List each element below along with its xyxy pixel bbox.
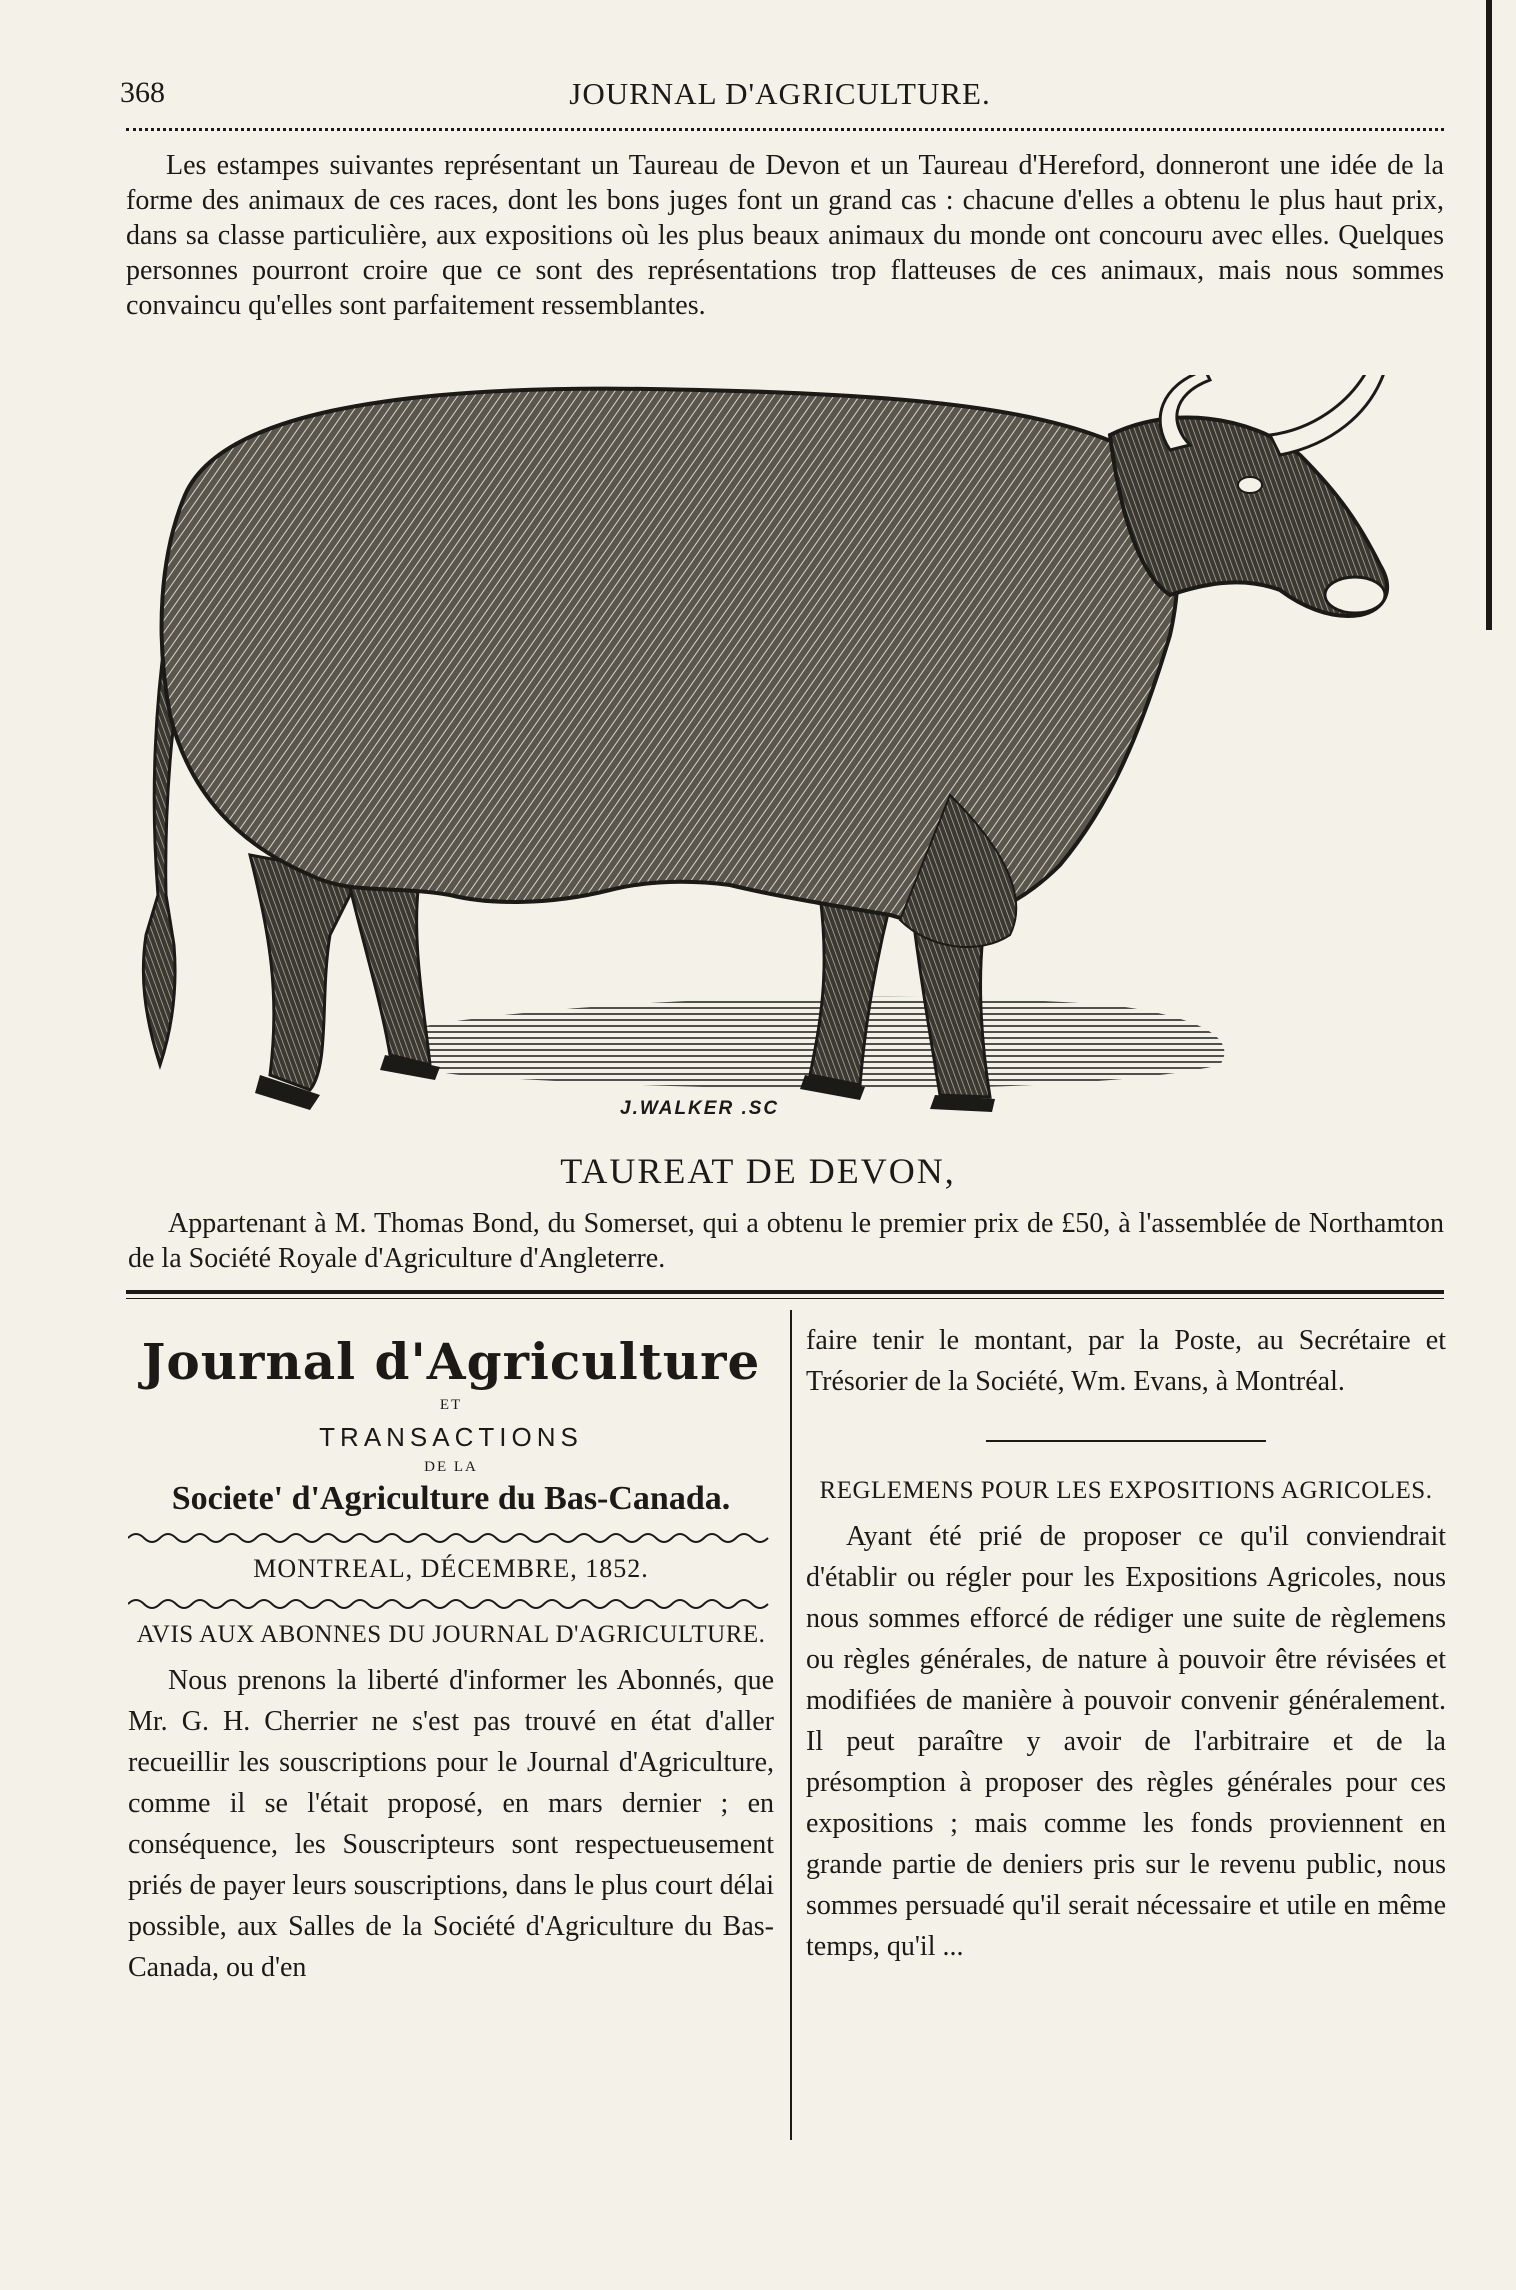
section-separator [986,1440,1266,1442]
masthead-title: Journal d'Agriculture [141,1332,761,1391]
right-column [806,1320,1446,1967]
devon-bull-engraving [130,375,1420,1115]
page-header [120,76,1440,116]
running-title: JOURNAL D'AGRICULTURE. [569,76,991,111]
illustration-title: TAUREAT DE DEVON, [560,1151,956,1191]
column-divider [790,1310,792,2140]
notice-paragraph: Nous prenons la liberté d'informer les Abonnés, que Mr. G. H. Cherrier ne s'est pas trouvé en état d'aller recueillir les souscriptions pour le Journal d'Agriculture, comme il se l'était proposé, en mars dernier ; en conséquence, les Souscripteurs sont respectueusement priés de payer leurs souscriptions, dans le plus court délai possible, aux Salles de la Société d'Agriculture du Bas-Canada, ou d'en [128,1665,774,1983]
wavy-rule [128,1596,774,1612]
engraver-signature: J.WALKER .SC [620,1098,780,1119]
section-double-rule-bottom [126,1298,1444,1299]
wavy-rule [128,1530,774,1546]
regulations-paragraph: Ayant été prié de proposer ce qu'il conviendrait d'établir ou régler pour les Expositions Agricoles, nous nous sommes efforcé de rédiger une suite de règlemens ou règles générales, de nature à pouvoir être révisées et modifiées de manière à pouvoir convenir généralement. Il peut paraître y avoir de l'arbitraire et de la présomption à proposer des règles générales pour ces expositions ; mais comme les fonds proviennent en grande partie de deniers pris sur le revenu public, nous sommes persuadé qu'il serait nécessaire et utile en même temps, qu'il ... [806,1521,1446,1962]
notice-heading: AVIS AUX ABONNES DU JOURNAL D'AGRICULTURE. [136,1621,766,1648]
left-column [128,1320,774,1988]
illustration-caption: Appartenant à M. Thomas Bond, du Somerset, qui a obtenu le premier prix de £50, à l'assemblée de Northamton de la Société Royale d'Agriculture d'Angleterre. [128,1208,1444,1274]
continuation-paragraph: faire tenir le montant, par la Poste, au Secrétaire et Trésorier de la Société, Wm. Evans, à Montréal. [806,1325,1446,1397]
masthead-society: Societe' d'Agriculture du Bas-Canada. [171,1480,731,1517]
header-rule [126,128,1444,131]
masthead-transactions: TRANSACTIONS [319,1422,583,1452]
page-number: 368 [120,76,165,109]
page-edge-rule [1486,0,1492,630]
regulations-heading: REGLEMENS POUR LES EXPOSITIONS AGRICOLES. [819,1477,1433,1504]
dateline: MONTREAL, DÉCEMBRE, 1852. [253,1554,649,1583]
masthead-et: ET [439,1397,463,1413]
section-double-rule-top [126,1290,1444,1294]
masthead-de-la: DE LA [424,1459,478,1475]
intro-paragraph: Les estampes suivantes représentant un Taureau de Devon et un Taureau d'Hereford, donneront une idée de la forme des animaux de ces races, dont les bons juges font un grand cas : chacune d'elles a obtenu le plus haut prix, dans sa classe particulière, aux expositions où les plus beaux animaux du monde ont concouru avec elles. Quelques personnes pourront croire que ce sont des représentations trop flatteuses de ces animaux, mais nous sommes convaincu qu'elles sont parfaitement ressemblantes. [126,150,1444,321]
